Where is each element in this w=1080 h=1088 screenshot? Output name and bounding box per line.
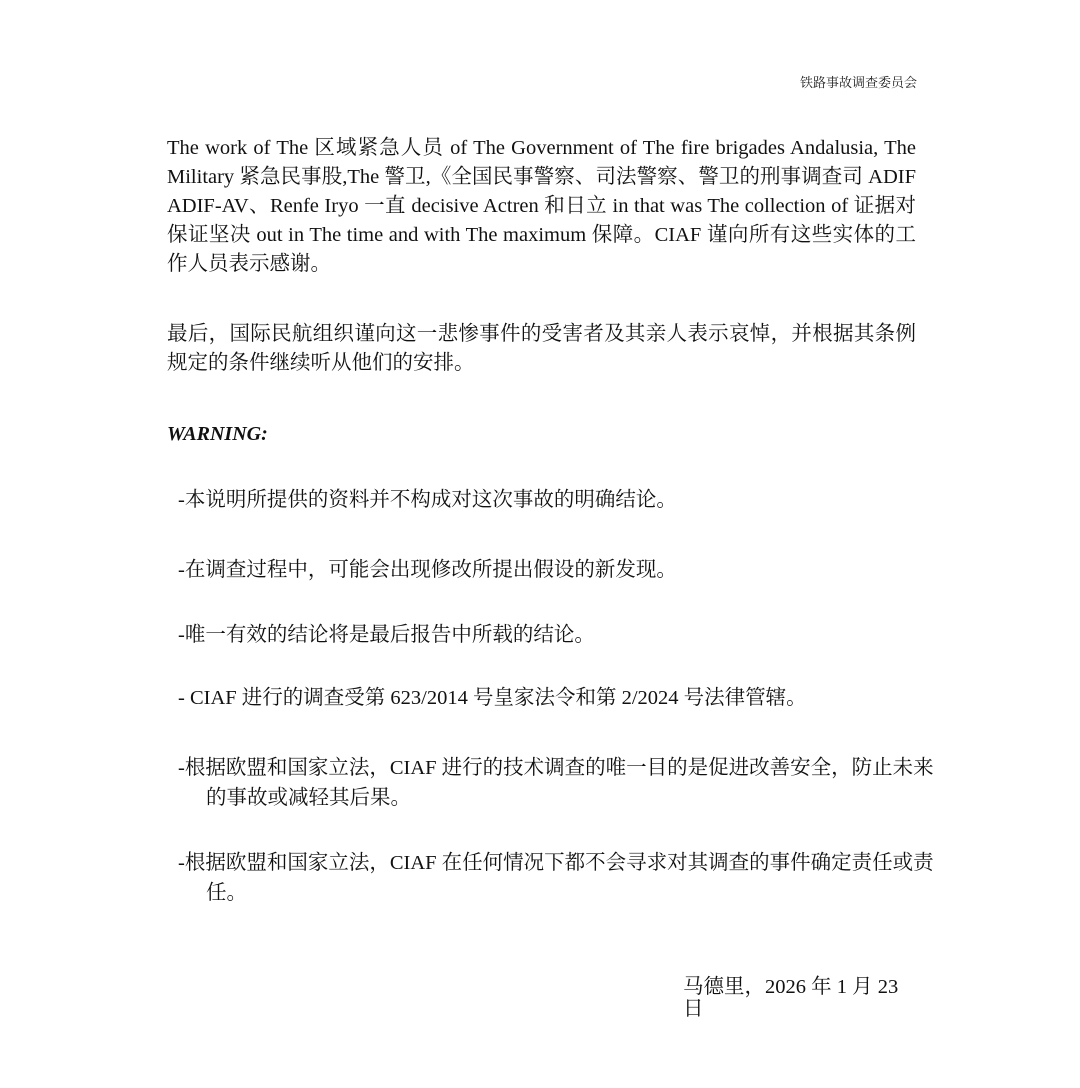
warning-item: - CIAF 进行的调查受第 623/2014 号皇家法令和第 2/2024 号法律管辖。 xyxy=(178,687,807,709)
warning-item: -根据欧盟和国家立法，CIAF 进行的技术调查的唯一目的是促进改善安全，防止未来的事故或减轻其后果。 xyxy=(178,757,934,809)
document-header-org: 铁路事故调查委员会 xyxy=(799,76,917,91)
condolence-paragraph: 最后，国际民航组织谨向这一悲惨事件的受害者及其亲人表示哀悼，并根据其条例规定的条件继续听从他们的安排。 xyxy=(167,323,916,374)
warning-item: -唯一有效的结论将是最后报告中所载的结论。 xyxy=(178,624,595,646)
warning-item: -根据欧盟和国家立法，CIAF 在任何情况下都不会寻求对其调查的事件确定责任或责任。 xyxy=(178,852,934,904)
warning-item: -在调查过程中，可能会出现修改所提出假设的新发现。 xyxy=(178,559,677,581)
acknowledgement-paragraph: The work of The 区域紧急人员 of The Government of The fire brigades Andalusia, The Military 紧急民事股,The 警卫,《全国民事警察、司法警察、警卫的刑事调查司 ADIF ADIF-AV、Renfe Iryo 一直 decisive Actren 和日立 in that was The collection of 证据对保证坚决 out in The time and with The maximum 保障。CIAF 谨向所有这些实体的工作人员表示感谢。 xyxy=(167,137,916,275)
warning-item: -本说明所提供的资料并不构成对这次事故的明确结论。 xyxy=(178,489,677,511)
warning-heading: WARNING: xyxy=(167,423,268,445)
document-date: 马德里，2026 年 1 月 23 日 xyxy=(683,976,899,1020)
